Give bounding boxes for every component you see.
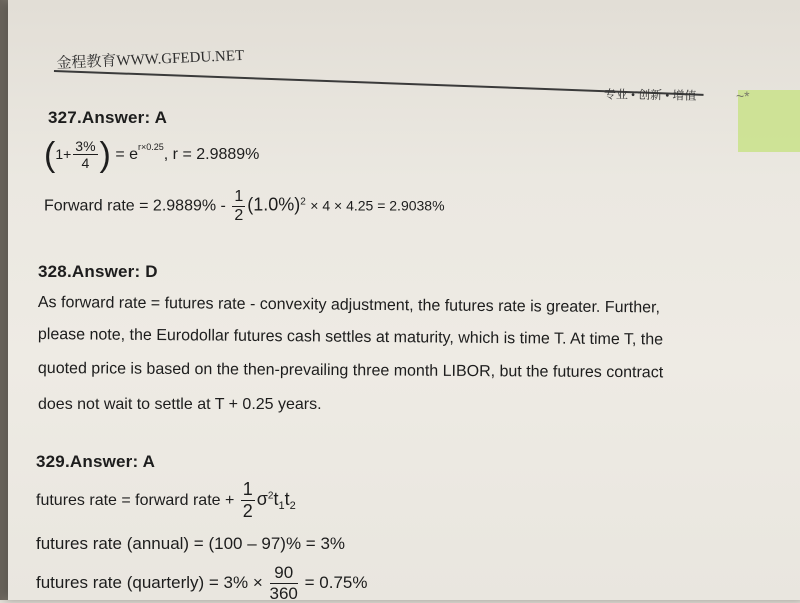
eq1-equals-e: = e <box>115 146 138 164</box>
f1-denominator: 2 <box>242 500 253 521</box>
f1-sigma: σ <box>256 488 268 509</box>
f3-fraction <box>270 564 298 603</box>
q329-formula-3 <box>36 564 367 603</box>
eq1-exponent: r×0.25 <box>138 142 164 153</box>
f1-t1: t <box>273 488 279 509</box>
f1-numerator: 1 <box>242 479 253 499</box>
q328-line-2: please note, the Eurodollar futures cash settles at maturity, which is time T. At time T, the <box>37 326 664 349</box>
eq1-numerator: 3% <box>75 137 96 154</box>
pencil-mark: ~* <box>736 88 750 104</box>
f3-numerator: 90 <box>270 564 298 584</box>
f3-denominator: 360 <box>269 583 298 603</box>
q327-equation-2 <box>44 188 445 225</box>
eq2-tail: × 4 × 4.25 = 2.9038% <box>310 197 445 214</box>
q328-line-3: quoted price is based on the then-prevailing three month LIBOR, but the futures contract <box>37 360 664 382</box>
q329-formula-2: futures rate (annual) = (100 – 97)% = 3% <box>36 534 346 553</box>
eq2-numerator: 1 <box>234 188 244 205</box>
f3-tail: = 0.75% <box>304 573 368 593</box>
header-publisher: 金程教育WWW.GFEDU.NET <box>56 47 245 72</box>
f1-t2-sub: 2 <box>289 500 296 513</box>
left-paren: ( <box>44 136 56 174</box>
eq2-left: Forward rate = 2.9889% - <box>44 197 226 215</box>
eq2-denominator: 2 <box>234 206 244 224</box>
q327-equation-1 <box>44 138 259 172</box>
q329-title: 329.Answer: A <box>36 452 156 471</box>
q328-title: 328.Answer: D <box>38 262 158 281</box>
f3-left: futures rate (quarterly) = 3% × <box>36 573 263 593</box>
f1-t2: t <box>284 488 290 509</box>
eq2-mid: (1.0%) <box>247 194 301 215</box>
eq1-one: 1+ <box>55 146 72 163</box>
q329-formula-1 <box>36 480 296 521</box>
eq2-square: 2 <box>300 196 306 208</box>
eq1-result: , r = 2.9889% <box>163 146 260 164</box>
book-page <box>8 0 800 603</box>
q328-line-4: does not wait to settle at T + 0.25 years. <box>38 396 322 413</box>
right-paren: ) <box>99 136 111 174</box>
f1-fraction <box>241 480 255 521</box>
eq2-fraction <box>232 188 245 225</box>
header-slogan: 专业 • 创新 • 增值 <box>603 87 697 103</box>
f1-left: futures rate = forward rate + <box>36 491 235 509</box>
f1-square: 2 <box>267 490 274 502</box>
eq1-denominator: 4 <box>81 155 90 172</box>
f1-t1-sub: 1 <box>278 500 285 513</box>
q328-line-1: As forward rate = futures rate - convexity adjustment, the futures rate is greater. Further, <box>37 294 661 317</box>
eq1-fraction <box>73 139 97 171</box>
q327-title: 327.Answer: A <box>48 108 168 127</box>
